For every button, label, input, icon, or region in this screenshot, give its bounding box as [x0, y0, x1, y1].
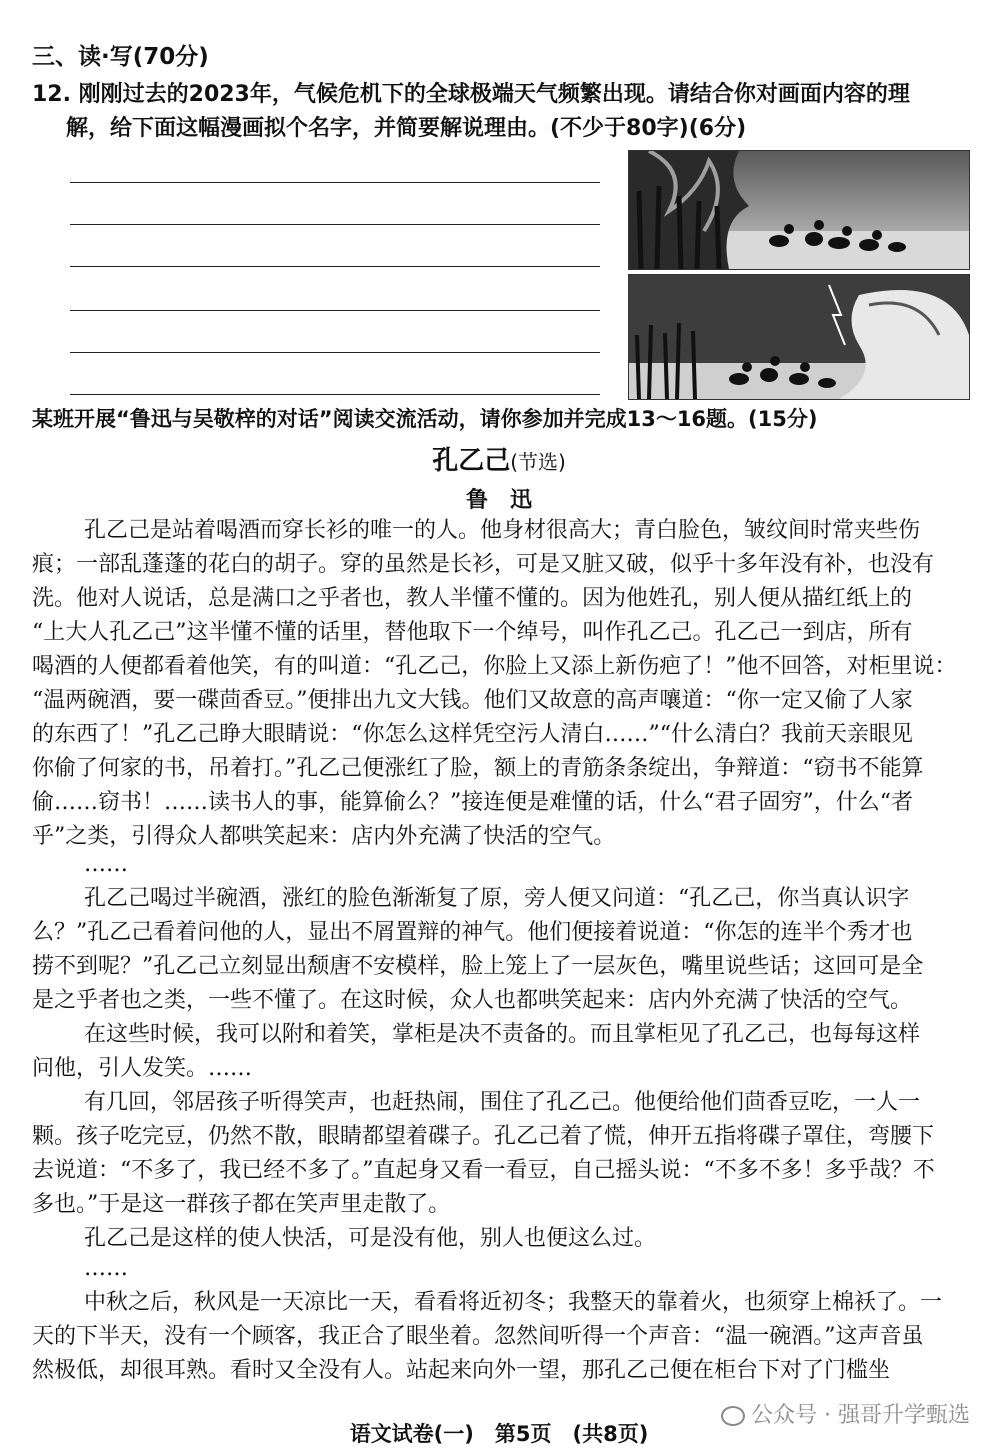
article-line: 喝酒的人便都看着他笑，有的叫道：“孔乙己，你脸上又添上新伤疤了！”他不回答，对柜里说：	[32, 654, 957, 679]
article-line: 有几回，邻居孩子听得笑声，也赶热闹，围住了孔乙己。他便给他们茴香豆吃，一人一	[84, 1090, 921, 1115]
article-line: 是之乎者也之类，一些不懂了。在这时候，众人也都哄笑起来：店内外充满了快活的空气。	[32, 988, 913, 1013]
article-ellipsis: ……	[84, 852, 128, 877]
page-footer: 语文试卷(一) 第5页 (共8页)	[349, 1422, 649, 1446]
article-line: 天的下半天，没有一个顾客，我正合了眼坐着。忽然间听得一个声音：“温一碗酒。”这声音虽	[32, 1324, 924, 1349]
comic-panel-flood	[628, 274, 970, 400]
article-line: “温两碗酒，要一碟茴香豆。”便排出九文大钱。他们又故意的高声嚷道：“你一定又偷了人家	[32, 688, 913, 713]
article-line: 你偷了何家的书，吊着打。”孔乙己便涨红了脸，额上的青筋条条绽出，争辩道：“窃书不能算	[32, 756, 924, 781]
article-line: 乎”之类，引得众人都哄笑起来：店内外充满了快活的空气。	[32, 824, 616, 849]
article-title	[0, 444, 998, 479]
article-line: 在这些时候，我可以附和着笑，掌柜是决不责备的。而且掌柜见了孔乙己，也每每这样	[84, 1022, 921, 1047]
article-line: 孔乙己是站着喝酒而穿长衫的唯一的人。他身材很高大；青白脸色，皱纹间时常夹些伤	[84, 518, 921, 543]
flood-illustration	[629, 275, 969, 399]
article-line: 捞不到呢？”孔乙己立刻显出颓唐不安模样，脸上笼上了一层灰色，嘴里说些话；这回可是全	[32, 954, 924, 979]
answer-line-4[interactable]	[70, 310, 600, 311]
question-12-line-1: 12. 刚刚过去的2023年，气候危机下的全球极端天气频繁出现。请结合你对画面内容的理	[32, 82, 910, 107]
article-line: 颗。孩子吃完豆，仍然不散，眼睛都望着碟子。孔乙己着了慌，伸开五指将碟子罩住，弯腰下	[32, 1124, 935, 1149]
article-line: 的东西了！”孔乙己睁大眼睛说：“你怎么这样凭空污人清白……”“什么清白？我前天亲眼见	[32, 722, 913, 747]
article-line: 然极低，却很耳熟。看时又全没有人。站起来向外一望，那孔乙己便在柜台下对了门槛坐	[32, 1358, 891, 1383]
article-line: 孔乙己是这样的使人快活，可是没有他，别人也便这么过。	[84, 1226, 657, 1251]
article-title-note: (节选)	[510, 450, 566, 474]
article-line: 洗。他对人说话，总是满口之乎者也，教人半懂不懂的。因为他姓孔，别人便从描红纸上的	[32, 586, 913, 611]
wildfire-illustration	[629, 151, 969, 269]
answer-line-1[interactable]	[70, 182, 600, 183]
article-ellipsis: ……	[84, 1256, 128, 1281]
article-title-text: 孔乙己	[432, 446, 511, 476]
article-line: 去说道：“不多了，我已经不多了。”直起身又看一看豆，自己摇头说：“不多不多！多乎哉？不	[32, 1158, 935, 1183]
article-line: “上大人孔乙己”这半懂不懂的话里，替他取下一个绰号，叫作孔乙己。孔乙己一到店，所有	[32, 620, 913, 645]
article-line: 么？”孔乙己看着问他的人，显出不屑置辩的神气。他们便接着说道：“你怎的连半个秀才也	[32, 920, 913, 945]
article-author: 鲁 迅	[465, 488, 532, 513]
article-line: 中秋之后，秋风是一天凉比一天，看看将近初冬；我整天的靠着火，也须穿上棉袄了。一	[84, 1290, 943, 1315]
watermark-text: 公众号 · 强哥升学甄选	[751, 1403, 970, 1428]
comic-panel-wildfire	[628, 150, 970, 270]
article-line: 痕；一部乱蓬蓬的花白的胡子。穿的虽然是长衫，可是又脏又破，似乎十多年没有补，也没有	[32, 552, 935, 577]
answer-line-5[interactable]	[70, 352, 600, 353]
answer-line-2[interactable]	[70, 224, 600, 225]
article-line: 问他，引人发笑。……	[32, 1056, 253, 1081]
question-12-line-2: 解，给下面这幅漫画拟个名字，并简要解说理由。(不少于80字)(6分)	[66, 116, 747, 141]
answer-line-6[interactable]	[70, 394, 600, 395]
answer-line-3[interactable]	[70, 266, 600, 267]
article-line: 偷……窃书！……读书人的事，能算偷么？”接连便是难懂的话，什么“君子固穷”，什么“者	[32, 790, 913, 815]
article-line: 多也。”于是这一群孩子都在笑声里走散了。	[32, 1192, 451, 1217]
activity-intro: 某班开展“鲁迅与吴敬梓的对话”阅读交流活动，请你参加并完成13～16题。(15分)	[32, 407, 818, 431]
section-heading: 三、读·写(70分)	[32, 44, 209, 70]
article-line: 孔乙己喝过半碗酒，涨红的脸色渐渐复了原，旁人便又问道：“孔乙己，你当真认识字	[84, 886, 910, 911]
